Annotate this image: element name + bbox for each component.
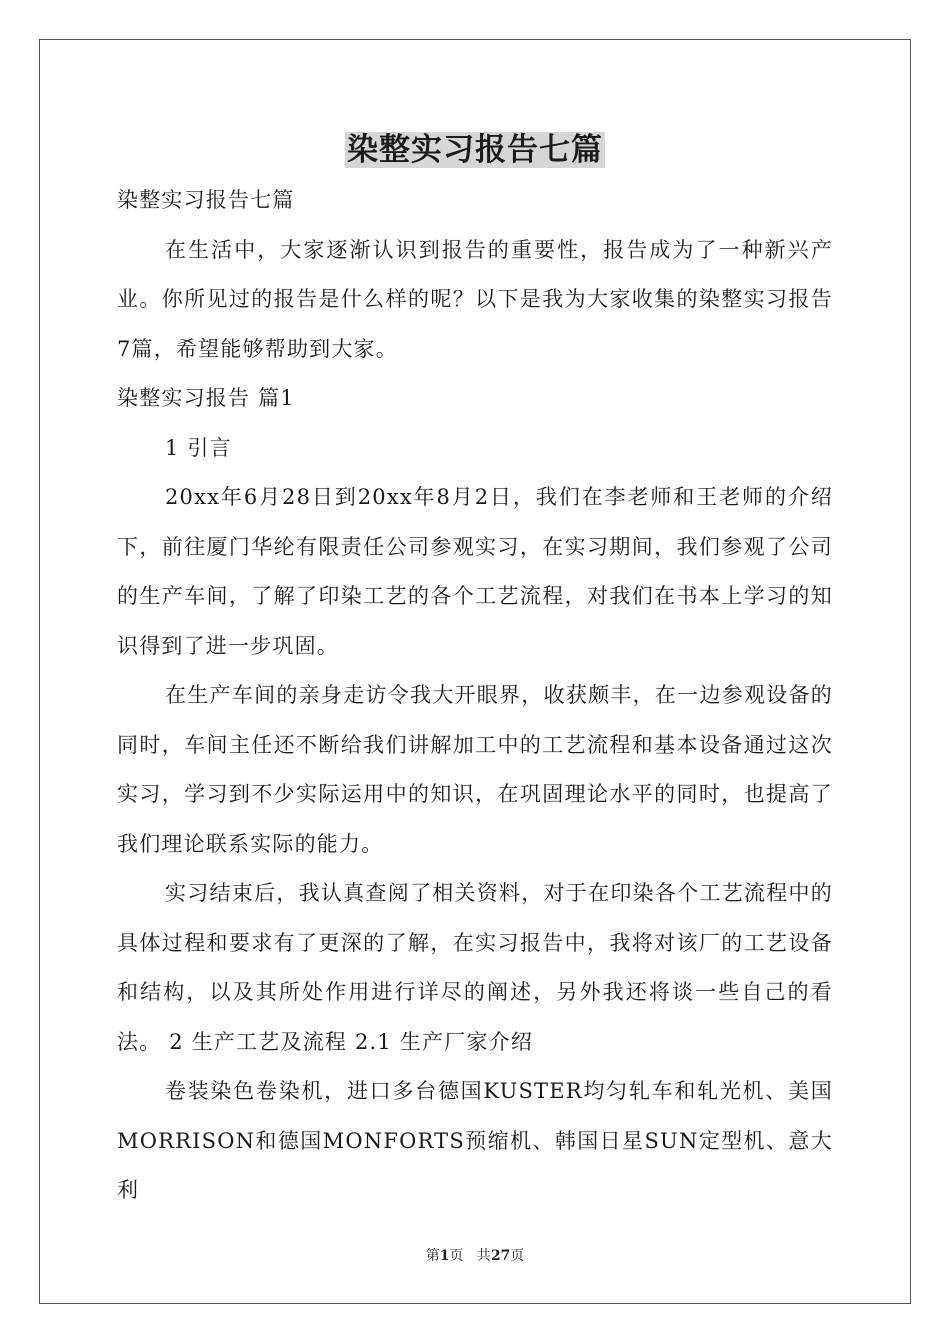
footer-suffix: 页: [510, 1248, 525, 1264]
paragraph-body: 卷装染色卷染机，进口多台德国KUSTER均匀轧车和轧光机、美国MORRISON和德国MONFORTS预缩机、韩国日星SUN定型机、意大利: [117, 1079, 833, 1202]
section-heading: 染整实习报告 篇1: [117, 386, 295, 410]
subsection-heading: 1 引言: [165, 435, 232, 460]
document-body: [117, 176, 833, 1216]
footer-total-pages: 27: [490, 1248, 511, 1264]
paragraph-subtitle: 染整实习报告七篇: [117, 188, 295, 212]
paragraph-intro: 在生活中，大家逐渐认识到报告的重要性，报告成为了一种新兴产业。你所见过的报告是什么样的呢？以下是我为大家收集的染整实习报告7篇，希望能够帮助到大家。: [117, 237, 833, 361]
document-title: [0, 128, 950, 172]
page-footer: [0, 1246, 950, 1266]
paragraph-body: 实习结束后，我认真查阅了相关资料，对于在印染各个工艺流程中的具体过程和要求有了更深的了解，在实习报告中，我将对该厂的工艺设备和结构，以及其所处作用进行详尽的阐述，另外我还将谈一些自己的看法。 2 生产工艺及流程 2.1 生产厂家介绍: [117, 881, 833, 1054]
paragraph-body: 在生产车间的亲身走访令我大开眼界，收获颇丰，在一边参观设备的同时，车间主任还不断给我们讲解加工中的工艺流程和基本设备通过这次实习，学习到不少实际运用中的知识，在巩固理论水平的同时，也提高了我们理论联系实际的能力。: [117, 683, 833, 856]
footer-middle: 页 共: [449, 1248, 491, 1264]
paragraph-body: 20xx年6月28日到20xx年8月2日，我们在李老师和王老师的介绍下，前往厦门华纶有限责任公司参观实习，在实习期间，我们参观了公司的生产车间，了解了印染工艺的各个工艺流程，对我们在书本上学习的知识得到了进一步巩固。: [117, 485, 833, 658]
document-title-text: 染整实习报告七篇: [347, 132, 603, 168]
footer-prefix: 第: [425, 1248, 440, 1264]
footer-page-number: 1: [439, 1248, 450, 1264]
